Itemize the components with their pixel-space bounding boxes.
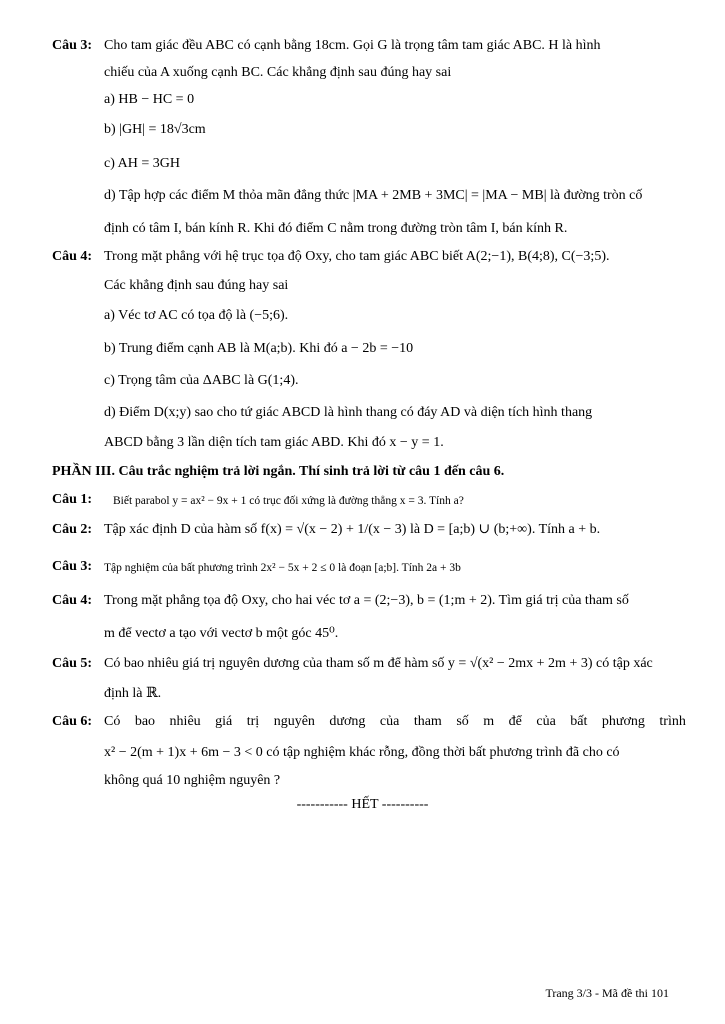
q4-option-b: b) Trung điểm cạnh AB là M(a;b). Khi đó a − 2b = −10: [104, 341, 414, 356]
p3-q5-line1: Có bao nhiêu giá trị nguyên dương của tham số m để hàm số y = √(x² − 2mx + 2m + 3) có tập xác: [104, 656, 653, 671]
p3-q4-label: Câu 4:: [52, 593, 93, 608]
q3-option-a: a) HB − HC = 0: [104, 92, 195, 107]
p3-q1-text: Biết parabol y = ax² − 9x + 1 có trục đối xứng là đường thẳng x = 3. Tính a?: [113, 495, 464, 507]
q3-option-d-line1: d) Tập hợp các điểm M thỏa mãn đẳng thức |MA + 2MB + 3MC| = |MA − MB| là đường tròn cố: [104, 188, 643, 203]
q3-label: Câu 3:: [52, 38, 93, 53]
q4-line1: Trong mặt phẳng với hệ trục tọa độ Oxy, cho tam giác ABC biết A(2;−1), B(4;8), C(−3;5).: [104, 249, 610, 264]
q3-option-d-line2: định có tâm I, bán kính R. Khi đó điểm C nằm trong đường tròn tâm I, bán kính R.: [104, 221, 568, 236]
q3-line2: chiếu của A xuống cạnh BC. Các khẳng định sau đúng hay sai: [104, 65, 452, 80]
p3-q6-line2: x² − 2(m + 1)x + 6m − 3 < 0 có tập nghiệm khác rỗng, đồng thời bất phương trình đã cho có: [104, 745, 620, 760]
q4-line2: Các khẳng định sau đúng hay sai: [104, 278, 289, 293]
end-mark: ----------- HẾT ----------: [296, 797, 429, 812]
p3-q4-line2: m để vectơ a tạo với vectơ b một góc 45⁰.: [104, 626, 339, 641]
part3-heading: PHẦN III. Câu trắc nghiệm trả lời ngắn. Thí sinh trả lời từ câu 1 đến câu 6.: [52, 464, 505, 479]
q3-option-c: c) AH = 3GH: [104, 156, 180, 171]
p3-q6-line3: không quá 10 nghiệm nguyên ?: [104, 773, 281, 788]
q4-label: Câu 4:: [52, 249, 93, 264]
p3-q3-text: Tập nghiệm của bất phương trình 2x² − 5x + 2 ≤ 0 là đoạn [a;b]. Tính 2a + 3b: [104, 562, 461, 574]
q3-line1: Cho tam giác đều ABC có cạnh bằng 18cm. Gọi G là trọng tâm tam giác ABC. H là hình: [104, 38, 601, 53]
p3-q6-label: Câu 6:: [52, 714, 93, 729]
q4-option-a: a) Véc tơ AC có tọa độ là (−5;6).: [104, 308, 289, 323]
q4-option-d-line1: d) Điểm D(x;y) sao cho tứ giác ABCD là hình thang có đáy AD và diện tích hình thang: [104, 405, 593, 420]
q4-option-d-line2: ABCD bằng 3 lần diện tích tam giác ABD. Khi đó x − y = 1.: [104, 435, 444, 450]
p3-q3-label: Câu 3:: [52, 559, 93, 574]
page-footer: Trang 3/3 - Mã đề thi 101: [545, 986, 669, 1000]
p3-q5-label: Câu 5:: [52, 656, 93, 671]
p3-q5-line2: định là ℝ.: [104, 686, 162, 701]
p3-q4-line1: Trong mặt phẳng tọa độ Oxy, cho hai véc tơ a = (2;−3), b = (1;m + 2). Tìm giá trị của tham số: [104, 593, 629, 608]
p3-q1-label: Câu 1:: [52, 492, 93, 507]
p3-q6-line1: Có bao nhiêu giá trị nguyên dương của tham số m để của bất phương trình: [104, 714, 686, 729]
q3-option-b: b) |GH| = 18√3cm: [104, 122, 206, 137]
q4-option-c: c) Trọng tâm của ΔABC là G(1;4).: [104, 373, 299, 388]
p3-q2-label: Câu 2:: [52, 522, 93, 537]
p3-q2-text: Tập xác định D của hàm số f(x) = √(x − 2) + 1/(x − 3) là D = [a;b) ∪ (b;+∞). Tính a + b.: [104, 522, 601, 537]
